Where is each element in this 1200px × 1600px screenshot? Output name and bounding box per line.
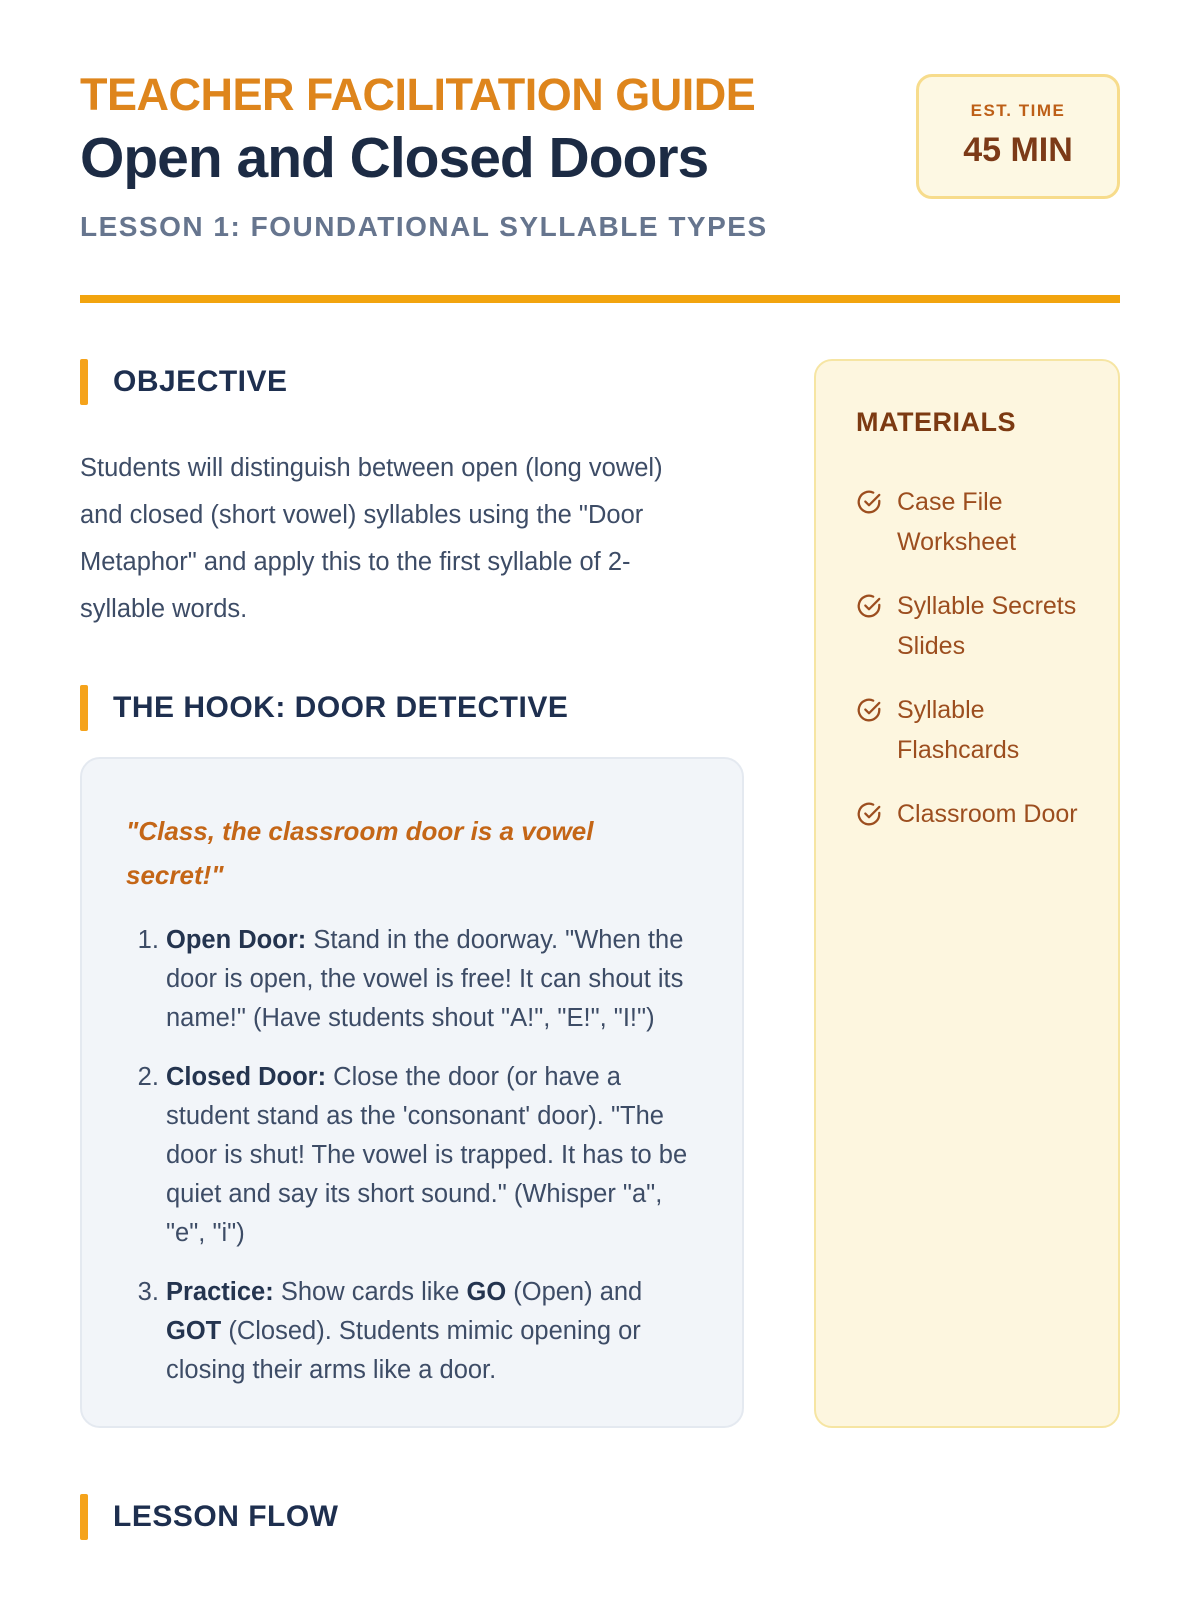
section-accent-bar bbox=[80, 1494, 88, 1540]
lesson-subtitle: LESSON 1: FOUNDATIONAL SYLLABLE TYPES bbox=[80, 211, 768, 243]
title-block bbox=[80, 70, 898, 243]
material-item bbox=[856, 586, 1088, 666]
hook-step bbox=[166, 921, 696, 1038]
section-accent-bar bbox=[80, 359, 88, 405]
guide-kicker: TEACHER FACILITATION GUIDE bbox=[80, 69, 756, 120]
step-lead-bold: Practice: bbox=[166, 1278, 274, 1307]
objective-heading-label: OBJECTIVE bbox=[113, 365, 288, 399]
materials-heading: MATERIALS bbox=[856, 407, 1016, 438]
step-lead-bold: Open Door: bbox=[166, 926, 307, 955]
step-text: Stand in the doorway. "When the door is open, the vowel is free! It can shout its name!" (Have students shout "A!", "E!", "I!") bbox=[166, 926, 684, 1033]
materials-panel bbox=[814, 359, 1120, 1428]
teacher-quote: "Class, the classroom door is a vowel secret!" bbox=[126, 816, 594, 891]
check-circle-icon bbox=[856, 489, 882, 515]
step-lead-bold: Closed Door: bbox=[166, 1063, 327, 1092]
objective-heading bbox=[80, 359, 744, 405]
section-accent-bar bbox=[80, 685, 88, 731]
step-text: (Open) and bbox=[506, 1278, 643, 1307]
hook-box bbox=[80, 757, 744, 1428]
est-time-label: EST. TIME bbox=[970, 101, 1066, 120]
material-item-label: Classroom Door bbox=[897, 800, 1078, 829]
material-item-label: Case File Worksheet bbox=[897, 488, 1017, 557]
check-circle-icon bbox=[856, 593, 882, 619]
sidebar-column bbox=[814, 359, 1120, 1428]
header bbox=[80, 70, 1120, 243]
lesson-flow-heading-label: LESSON FLOW bbox=[113, 1500, 339, 1534]
hook-heading bbox=[80, 685, 744, 731]
est-time-box bbox=[916, 74, 1120, 199]
hook-step bbox=[166, 1273, 696, 1390]
orange-divider bbox=[80, 295, 1120, 303]
materials-list bbox=[856, 482, 1088, 834]
step-lead-bold: GOT bbox=[166, 1317, 222, 1346]
check-circle-icon bbox=[856, 801, 882, 827]
check-circle-icon bbox=[856, 697, 882, 723]
material-item-label: Syllable Flashcards bbox=[897, 696, 1020, 765]
hook-steps bbox=[126, 921, 696, 1390]
hook-step bbox=[166, 1058, 696, 1253]
hook-heading-label: THE HOOK: DOOR DETECTIVE bbox=[113, 691, 569, 725]
material-item bbox=[856, 482, 1088, 562]
lesson-flow-heading bbox=[80, 1494, 1120, 1540]
step-text: (Closed). Students mimic opening or closing their arms like a door. bbox=[166, 1317, 641, 1385]
material-item-label: Syllable Secrets Slides bbox=[897, 592, 1077, 661]
step-lead-bold: GO bbox=[466, 1278, 507, 1307]
material-item bbox=[856, 690, 1088, 770]
est-time-value: 45 MIN bbox=[963, 131, 1073, 169]
main-column bbox=[80, 359, 744, 1428]
step-text: Show cards like bbox=[273, 1278, 467, 1307]
content-grid bbox=[80, 359, 1120, 1428]
material-item bbox=[856, 794, 1088, 834]
page-title: Open and Closed Doors bbox=[80, 125, 709, 190]
objective-text: Students will distinguish between open (long vowel) and closed (short vowel) syllables using the "Door Metaphor" and apply this to the first syllable of 2-syllable words. bbox=[80, 454, 663, 624]
step-text: Close the door (or have a student stand as the 'consonant' door). "The door is shut! The vowel is trapped. It has to be quiet and say its short sound." (Whisper "a", "e", "i") bbox=[166, 1063, 688, 1248]
